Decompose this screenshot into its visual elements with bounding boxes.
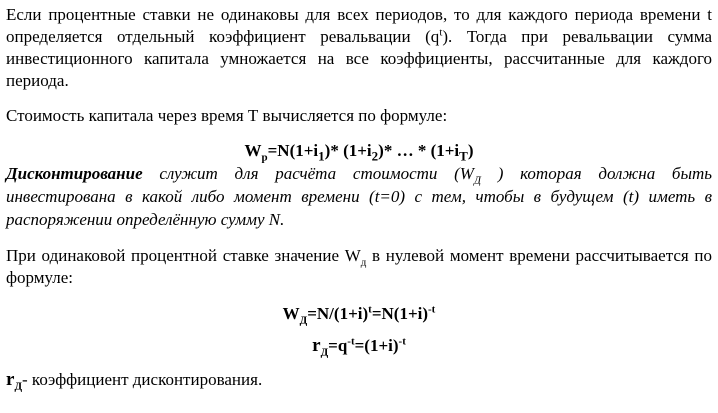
intro-superscript: t [439, 26, 443, 39]
equal-rate-paragraph: При одинаковой процентной ставке значение $W_д$ в нулевой момент времени рассчитывается по формуле: [6, 246, 712, 287]
capital-value-paragraph: Стоимость капитала через время Т вычисляется по формуле: [6, 106, 448, 125]
intro-paragraph [6, 4, 712, 92]
discount-factor-note: $r_Д-$ коэффициент дисконтирования. [6, 369, 263, 393]
discounting-definition: Дисконтирование служит для расчёта стоимости ($W_Д$ ) которая должна быть инвестирована в какой либо момент времени (t=0) с тем, чтобы в будущем (t) иметь в распоряжении определённую сумму N. [6, 164, 713, 229]
intro-text: Если процентные ставки не одинаковы для всех периодов, то для каждого периода времени t определяется отдельный коэффициент ревальвации (q [6, 5, 712, 46]
formula-present-value: $W_Д=N/(1+i)^t=N(1+i)^{-t}$ [282, 303, 436, 327]
intro-text-rest: ). Тогда при ревальвации сумма инвестиционного капитала умножается на все коэффициенты, рассчитанные для каждого периода. [6, 27, 713, 90]
formula-compound-value: $W_р=N(1+i_1)*$ $(1+i_2)*$ … * $(1+i_T)$ [244, 141, 474, 164]
document-page [6, 4, 712, 391]
formula-discount-factor: $r_Д=q^{-t}=(1+i)^{-t}$ [312, 335, 406, 359]
discounting-term: Дисконтирование [6, 164, 143, 183]
